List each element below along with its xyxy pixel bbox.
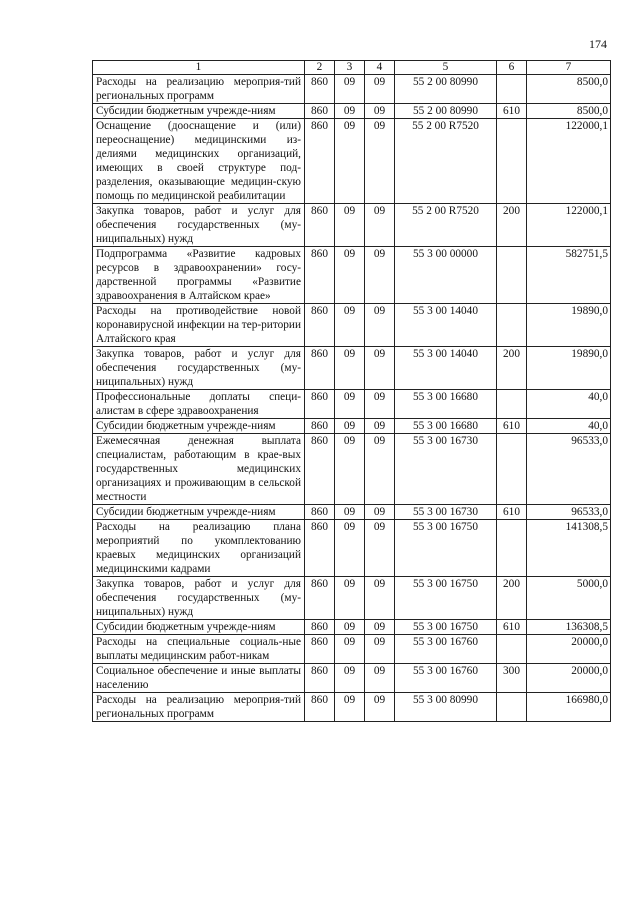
code-subsection: 09 — [365, 390, 395, 419]
column-header: 7 — [527, 61, 611, 75]
table-row — [93, 119, 611, 204]
code-subsection: 09 — [365, 635, 395, 664]
table-row — [93, 204, 611, 247]
code-expense-type: 200 — [497, 204, 527, 247]
row-description: Расходы на реализацию мероприя-тий региональных программ — [93, 75, 305, 104]
amount: 136308,5 — [527, 620, 611, 635]
table-row — [93, 104, 611, 119]
code-expense-type — [497, 693, 527, 722]
amount: 8500,0 — [527, 75, 611, 104]
code-expense-type — [497, 520, 527, 577]
code-target-article: 55 3 00 14040 — [395, 347, 497, 390]
code-section: 09 — [335, 520, 365, 577]
code-subsection: 09 — [365, 520, 395, 577]
table-row — [93, 247, 611, 304]
amount: 141308,5 — [527, 520, 611, 577]
amount: 122000,1 — [527, 119, 611, 204]
code-admin: 860 — [305, 664, 335, 693]
code-subsection: 09 — [365, 104, 395, 119]
row-description: Расходы на противодействие новой коронавирусной инфекции на тер-ритории Алтайского края — [93, 304, 305, 347]
row-description: Социальное обеспечение и иные выплаты населению — [93, 664, 305, 693]
code-admin: 860 — [305, 693, 335, 722]
code-admin: 860 — [305, 204, 335, 247]
code-subsection: 09 — [365, 664, 395, 693]
code-target-article: 55 3 00 16760 — [395, 664, 497, 693]
table-row — [93, 505, 611, 520]
code-section: 09 — [335, 119, 365, 204]
code-expense-type — [497, 434, 527, 505]
code-expense-type — [497, 247, 527, 304]
code-subsection: 09 — [365, 693, 395, 722]
code-target-article: 55 3 00 16680 — [395, 390, 497, 419]
page-number: 174 — [589, 37, 607, 51]
table-row — [93, 347, 611, 390]
code-subsection: 09 — [365, 119, 395, 204]
row-description: Субсидии бюджетным учрежде-ниям — [93, 505, 305, 520]
amount: 122000,1 — [527, 204, 611, 247]
code-section: 09 — [335, 505, 365, 520]
code-subsection: 09 — [365, 247, 395, 304]
code-admin: 860 — [305, 635, 335, 664]
code-admin: 860 — [305, 434, 335, 505]
table-row — [93, 75, 611, 104]
code-admin: 860 — [305, 347, 335, 390]
code-section: 09 — [335, 247, 365, 304]
code-admin: 860 — [305, 620, 335, 635]
code-expense-type: 610 — [497, 505, 527, 520]
code-expense-type — [497, 119, 527, 204]
code-admin: 860 — [305, 505, 335, 520]
code-admin: 860 — [305, 304, 335, 347]
code-subsection: 09 — [365, 75, 395, 104]
code-expense-type: 610 — [497, 620, 527, 635]
code-subsection: 09 — [365, 577, 395, 620]
code-section: 09 — [335, 635, 365, 664]
amount: 40,0 — [527, 419, 611, 434]
code-expense-type: 610 — [497, 104, 527, 119]
code-expense-type — [497, 304, 527, 347]
column-header: 3 — [335, 61, 365, 75]
code-target-article: 55 3 00 16750 — [395, 520, 497, 577]
table-row — [93, 434, 611, 505]
code-section: 09 — [335, 664, 365, 693]
row-description: Расходы на реализацию плана мероприятий по укомплектованию краевых медицинских организаций медицинскими кадрами — [93, 520, 305, 577]
code-admin: 860 — [305, 104, 335, 119]
code-section: 09 — [335, 304, 365, 347]
row-description: Оснащение (дооснащение и (или) переоснащение) медицинскими из-делиями медицинских организаций, имеющих в своей структуре под-разделения, оказывающие медицин-скую помощь по медицинской реабилитации — [93, 119, 305, 204]
amount: 96533,0 — [527, 505, 611, 520]
code-section: 09 — [335, 419, 365, 434]
code-section: 09 — [335, 204, 365, 247]
code-expense-type: 200 — [497, 347, 527, 390]
table-row — [93, 390, 611, 419]
code-section: 09 — [335, 434, 365, 505]
row-description: Ежемесячная денежная выплата специалистам, работающим в крае-вых государственных медицинских организациях и проживающим в сельской местности — [93, 434, 305, 505]
row-description: Подпрограмма «Развитие кадровых ресурсов в здравоохранении» госу-дарственной программы «Развитие здравоохранения в Алтайском крае» — [93, 247, 305, 304]
amount: 582751,5 — [527, 247, 611, 304]
amount: 19890,0 — [527, 304, 611, 347]
code-target-article: 55 3 00 16730 — [395, 505, 497, 520]
row-description: Закупка товаров, работ и услуг для обеспечения государственных (му-ниципальных) нужд — [93, 347, 305, 390]
code-subsection: 09 — [365, 347, 395, 390]
code-section: 09 — [335, 104, 365, 119]
column-header: 6 — [497, 61, 527, 75]
code-target-article: 55 3 00 80990 — [395, 693, 497, 722]
code-section: 09 — [335, 390, 365, 419]
code-admin: 860 — [305, 419, 335, 434]
code-admin: 860 — [305, 119, 335, 204]
row-description: Расходы на реализацию мероприя-тий региональных программ — [93, 693, 305, 722]
table-row — [93, 693, 611, 722]
header-row — [93, 61, 611, 75]
code-admin: 860 — [305, 577, 335, 620]
amount: 20000,0 — [527, 664, 611, 693]
code-admin: 860 — [305, 520, 335, 577]
code-target-article: 55 2 00 80990 — [395, 75, 497, 104]
code-subsection: 09 — [365, 434, 395, 505]
table-row — [93, 664, 611, 693]
row-description: Субсидии бюджетным учрежде-ниям — [93, 419, 305, 434]
code-section: 09 — [335, 577, 365, 620]
column-header: 4 — [365, 61, 395, 75]
code-section: 09 — [335, 75, 365, 104]
code-expense-type — [497, 390, 527, 419]
code-target-article: 55 3 00 16750 — [395, 577, 497, 620]
row-description: Закупка товаров, работ и услуг для обеспечения государственных (му-ниципальных) нужд — [93, 204, 305, 247]
table-row — [93, 635, 611, 664]
row-description: Профессиональные доплаты специ-алистам в сфере здравоохранения — [93, 390, 305, 419]
budget-table — [92, 60, 611, 722]
code-target-article: 55 3 00 14040 — [395, 304, 497, 347]
amount: 20000,0 — [527, 635, 611, 664]
code-section: 09 — [335, 620, 365, 635]
code-target-article: 55 3 00 16680 — [395, 419, 497, 434]
code-target-article: 55 3 00 16730 — [395, 434, 497, 505]
code-target-article: 55 2 00 80990 — [395, 104, 497, 119]
code-subsection: 09 — [365, 204, 395, 247]
table-row — [93, 304, 611, 347]
column-header: 5 — [395, 61, 497, 75]
amount: 96533,0 — [527, 434, 611, 505]
row-description: Субсидии бюджетным учрежде-ниям — [93, 104, 305, 119]
code-target-article: 55 2 00 R7520 — [395, 119, 497, 204]
code-target-article: 55 3 00 00000 — [395, 247, 497, 304]
table-row — [93, 520, 611, 577]
table-row — [93, 577, 611, 620]
code-expense-type: 300 — [497, 664, 527, 693]
code-section: 09 — [335, 347, 365, 390]
table-row — [93, 620, 611, 635]
code-subsection: 09 — [365, 505, 395, 520]
code-expense-type: 610 — [497, 419, 527, 434]
code-admin: 860 — [305, 390, 335, 419]
amount: 166980,0 — [527, 693, 611, 722]
code-admin: 860 — [305, 75, 335, 104]
amount: 19890,0 — [527, 347, 611, 390]
code-subsection: 09 — [365, 304, 395, 347]
table-body — [93, 75, 611, 722]
code-subsection: 09 — [365, 620, 395, 635]
amount: 40,0 — [527, 390, 611, 419]
row-description: Закупка товаров, работ и услуг для обеспечения государственных (му-ниципальных) нужд — [93, 577, 305, 620]
column-header: 1 — [93, 61, 305, 75]
code-section: 09 — [335, 693, 365, 722]
amount: 8500,0 — [527, 104, 611, 119]
code-expense-type: 200 — [497, 577, 527, 620]
amount: 5000,0 — [527, 577, 611, 620]
code-target-article: 55 3 00 16760 — [395, 635, 497, 664]
code-subsection: 09 — [365, 419, 395, 434]
code-expense-type — [497, 75, 527, 104]
column-header: 2 — [305, 61, 335, 75]
table-row — [93, 419, 611, 434]
code-target-article: 55 2 00 R7520 — [395, 204, 497, 247]
row-description: Субсидии бюджетным учрежде-ниям — [93, 620, 305, 635]
code-admin: 860 — [305, 247, 335, 304]
row-description: Расходы на специальные социаль-ные выплаты медицинским работ-никам — [93, 635, 305, 664]
code-target-article: 55 3 00 16750 — [395, 620, 497, 635]
code-expense-type — [497, 635, 527, 664]
